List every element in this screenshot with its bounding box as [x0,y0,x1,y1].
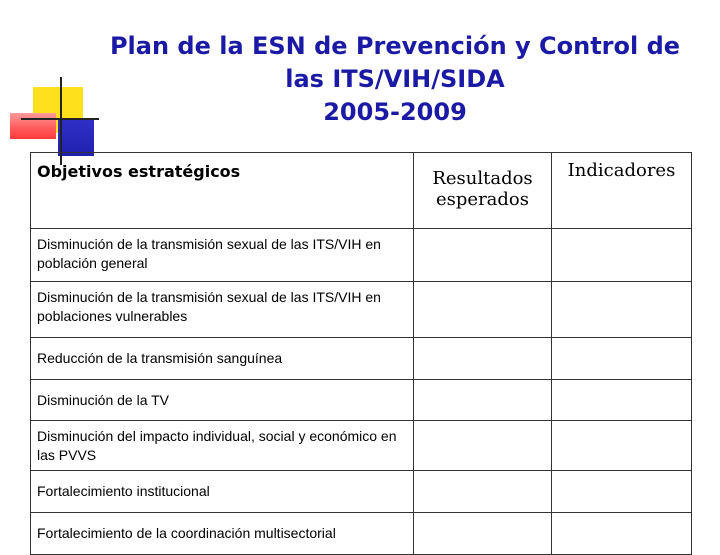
table-row [31,513,692,555]
objective-cell: Fortalecimiento institucional [31,471,414,513]
table-row [31,229,692,282]
slide-title [95,30,695,129]
decorative-red-rectangle [10,113,56,139]
resultados-cell [414,380,552,421]
objective-cell: Disminución de la TV [31,380,414,421]
indicadores-cell [552,380,692,421]
title-line-1: Plan de la ESN de Prevención y Control de [109,32,681,60]
title-line-2: las ITS/VIH/SIDA [285,65,505,93]
resultados-cell [414,513,552,555]
resultados-cell [414,421,552,471]
objective-cell: Disminución de la transmisión sexual de las ITS/VIH en población general [31,229,414,282]
objective-cell: Disminución del impacto individual, social y económico en las PVVS [31,421,414,471]
indicadores-cell [552,229,692,282]
indicadores-cell [552,471,692,513]
table-row [31,338,692,380]
resultados-cell [414,471,552,513]
objectives-table [30,152,692,555]
table-row [31,282,692,338]
decorative-blue-square [58,118,94,156]
header-resultados: Resultados esperados [414,153,552,229]
objective-cell: Disminución de la transmisión sexual de las ITS/VIH en poblaciones vulnerables [31,282,414,338]
table-row [31,471,692,513]
header-cell-objetivos [31,153,414,229]
title-line-3: 2005-2009 [323,98,467,126]
table-row [31,380,692,421]
indicadores-cell [552,513,692,555]
resultados-cell [414,229,552,282]
decorative-horizontal-line [21,118,99,120]
indicadores-cell [552,421,692,471]
resultados-cell [414,282,552,338]
indicadores-cell [552,338,692,380]
objective-cell: Fortalecimiento de la coordinación multisectorial [31,513,414,555]
objective-cell: Reducción de la transmisión sanguínea [31,338,414,380]
header-objetivos: Objetivos estratégicos [37,162,241,181]
indicadores-cell [552,282,692,338]
table-header-row [31,153,692,229]
table-row [31,421,692,471]
header-indicadores: Indicadores [552,153,692,229]
resultados-cell [414,338,552,380]
